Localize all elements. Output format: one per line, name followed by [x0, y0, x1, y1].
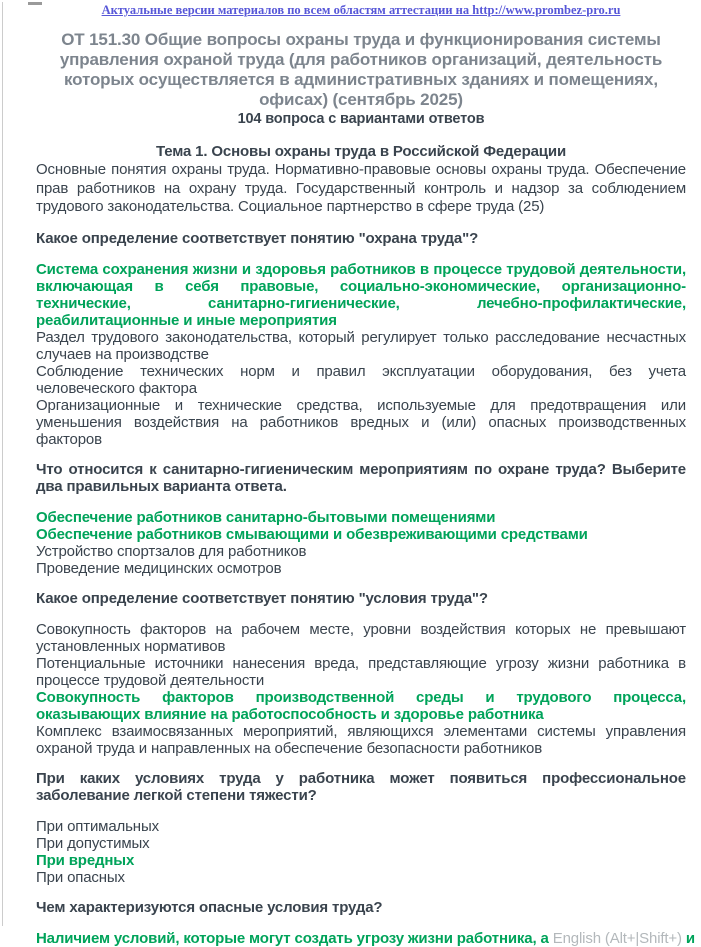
answer-correct: Обеспечение работников санитарно-бытовыми помещениями	[36, 508, 496, 526]
header-link-row	[36, 2, 686, 18]
answer-wrong: Комплекс взаимосвязанных мероприятий, являющихся элементами системы управления охраной труда и направленных на обеспечение безопасности работников	[36, 722, 686, 757]
answer-correct: Обеспечение работников смывающими и обезвреживающими средствами	[36, 525, 588, 543]
answer-wrong: При допустимых	[36, 834, 150, 852]
question-text: При каких условиях труда у работника может появиться профессиональное заболевание легкой степени тяжести?	[36, 769, 686, 804]
answer-wrong: Совокупность факторов на рабочем месте, уровни воздействия которых не превышают установленных нормативов	[36, 620, 686, 655]
answer-wrong: Организационные и технические средства, используемые для предотвращения или уменьшения воздействия на работников вредных и (или) опасных производственных факторов	[36, 396, 686, 448]
document-title: ОТ 151.30 Общие вопросы охраны труда и функционирования системы управления охраной труда (для работников организаций, деятельность которых осуществляется в административных зданиях и помещениях, офисах) (сентябрь 2025)	[59, 30, 663, 109]
answer-correct: Совокупность факторов производственной среды и трудового процесса, оказывающих влияние на работоспособность и здоровье работника	[36, 688, 686, 723]
question-text: Что относится к санитарно-гигиеническим мероприятиям по охране труда? Выберите два правильных варианта ответа.	[36, 460, 686, 495]
answer-wrong: Раздел трудового законодательства, который регулирует только расследование несчастных случаев на производстве	[36, 328, 686, 363]
clipped-answer-text: Наличием условий, которые могут создать угрозу жизни работника, а	[36, 929, 549, 947]
answer-wrong: При опасных	[36, 868, 125, 886]
clipped-answer-tail: и	[685, 929, 695, 947]
answer-wrong: Потенциальные источники нанесения вреда, представляющие угрозу жизни работника в процессе трудовой деятельности	[36, 654, 686, 689]
question-text: Какое определение соответствует понятию "охрана труда"?	[36, 229, 479, 247]
answer-wrong: Проведение медицинских осмотров	[36, 559, 282, 577]
question-text: Чем характеризуются опасные условия труда?	[36, 898, 383, 916]
question-text: Какое определение соответствует понятию "условия труда"?	[36, 589, 488, 607]
materials-link[interactable]: Актуальные версии материалов по всем областям аттестации на http://www.prombez-pro.ru	[101, 3, 621, 17]
theme-heading: Тема 1. Основы охраны труда в Российской Федерации	[155, 143, 567, 160]
theme-description: Основные понятия охраны труда. Нормативно-правовые основы охраны труда. Обеспечение прав работников на охрану труда. Государственный контроль и надзор за соблюдением трудового законодательства. Социальное партнерство в сфере труда (25)	[36, 161, 686, 215]
document-page	[0, 2, 701, 947]
answer-correct: При вредных	[36, 851, 135, 869]
answer-wrong: Соблюдение технических норм и правил эксплуатации оборудования, без учета человеческого фактора	[36, 362, 686, 397]
document-subtitle: 104 вопроса с вариантами ответов	[237, 111, 485, 127]
answer-wrong: Устройство спортзалов для работников	[36, 542, 307, 560]
answer-correct: Система сохранения жизни и здоровья работников в процессе трудовой деятельности, включающая в себя правовые, социально-экономические, организационно-технические, санитарно-гигиенические, лечебно-профилактические, реабилитационные и иные мероприятия	[36, 260, 686, 329]
ime-tooltip-fragment: English (Alt+|Shift+)	[552, 929, 682, 947]
answer-correct-clipped	[36, 929, 695, 947]
answer-wrong: При оптимальных	[36, 817, 159, 835]
